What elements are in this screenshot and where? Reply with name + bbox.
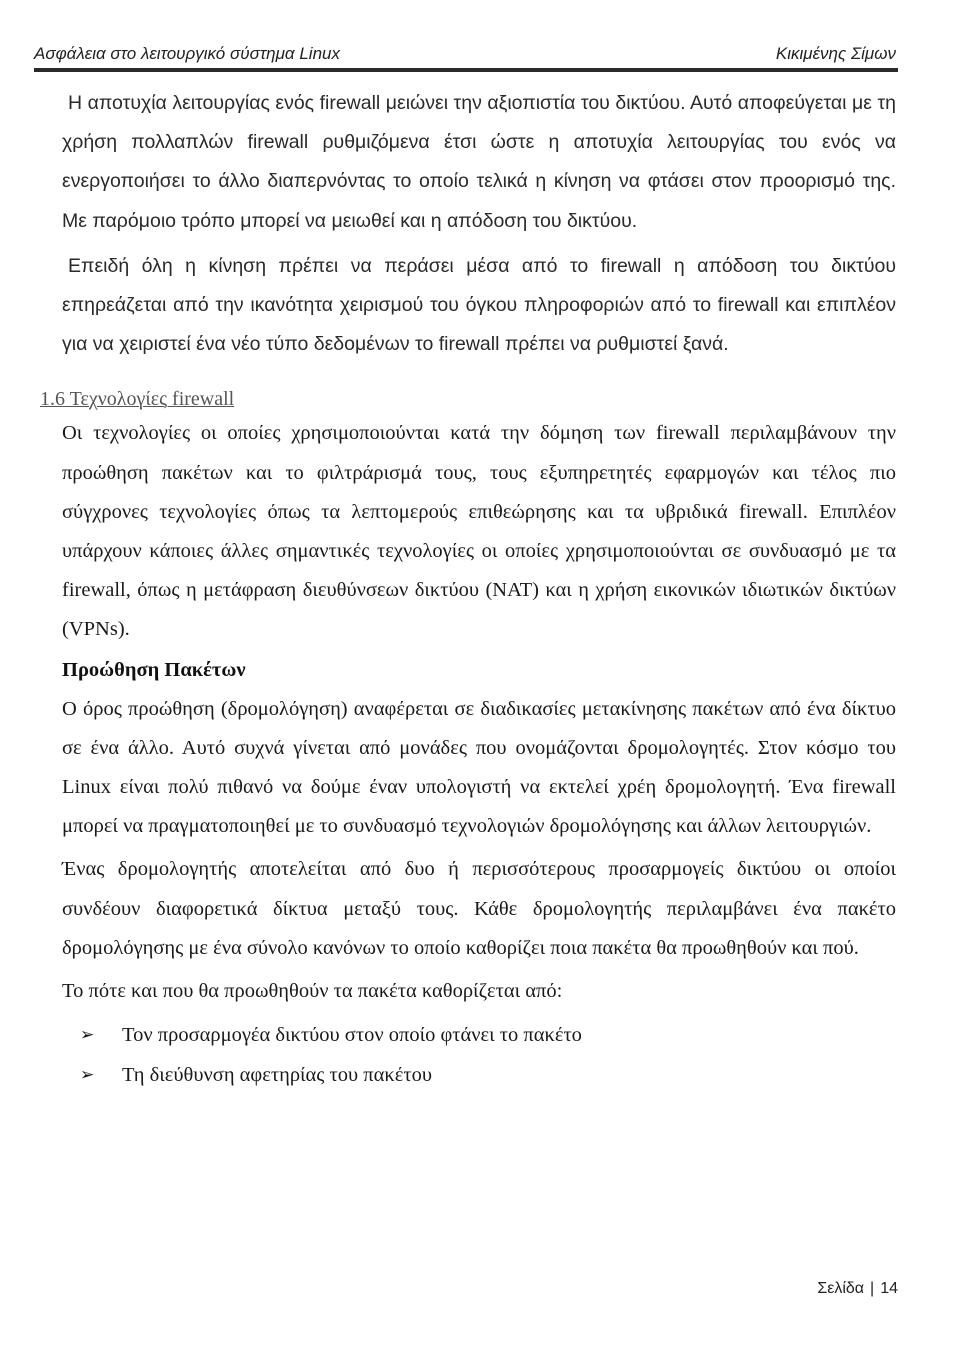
page-header [34, 40, 896, 68]
page-footer [817, 1280, 898, 1298]
header-author: Κικιμένης Σίμων [775, 44, 896, 63]
footer-page-number: 14 [880, 1280, 898, 1297]
list-item-text: Τη διεύθυνση αφετηρίας του πακέτου [122, 1064, 432, 1087]
paragraph-forwarding-definition: Ο όρος προώθηση (δρομολόγηση) αναφέρεται σε διαδικασίες μετακίνησης πακέτων από ένα δίκτυο σε ένα άλλο. Αυτό συχνά γίνεται από μονάδες που ονομάζονται δρομολογητές. Στον κόσμο του Linux είναι πολύ πιθανό να δούμε έναν υπολογιστή να εκτελεί χρέη δρομολογητή. Ένα firewall μπορεί να πραγματοποιηθεί με το συνδυασμό τεχνολογιών δρομολόγησης και άλλων λειτουργιών. [62, 697, 896, 838]
footer-separator: | [870, 1280, 875, 1297]
paragraph-firewall-technologies: Οι τεχνολογίες οι οποίες χρησιμοποιούνται κατά την δόμηση των firewall περιλαμβάνουν την προώθηση πακέτων και το φιλτράρισμά τους, τους εξυπηρετητές εφαρμογών και τέλος πιο σύγχρονες τεχνολογίες όπως τα λεπτομερούς επιθεώρησης και τα υβριδικά firewall. Επιπλέον υπάρχουν κάποιες άλλες σημαντικές τεχνολογίες οι οποίες χρησιμοποιούνται σε συνδυασμό με τα firewall, όπως η μετάφραση διευθύνσεων δικτύου (NAT) και η χρήση εικονικών ιδιωτικών δικτύων (VPNs). [62, 422, 896, 641]
criteria-list [62, 1015, 896, 1095]
page-body [40, 84, 896, 1095]
header-title: Ασφάλεια στο λειτουργικό σύστημα Linux [34, 44, 340, 63]
list-item [80, 1055, 896, 1095]
section-title: 1.6 Τεχνολογίες firewall [40, 388, 235, 411]
paragraph-firewall-performance: Επειδή όλη η κίνηση πρέπει να περάσει μέσα από το firewall η απόδοση του δικτύου επηρεάζεται από την ικανότητα χειρισμού του όγκου πληροφοριών από το firewall και επιπλέον για να χειριστεί ένα νέο τύπο δεδομένων το firewall πρέπει να ρυθμιστεί ξανά. [62, 254, 896, 356]
list-item [80, 1015, 896, 1055]
subheading-packet-forwarding: Προώθηση Πακέτων [62, 658, 246, 681]
list-item-text: Τον προσαρμογέα δικτύου στον οποίο φτάνει το πακέτο [122, 1024, 582, 1047]
paragraph-router-description: Ένας δρομολογητής αποτελείται από δυο ή περισσότερους προσαρμογείς δικτύου οι οποίοι συνδέουν διαφορετικά δίκτυα μεταξύ τους. Κάθε δρομολογητής περιλαμβάνει ένα πακέτο δρομολόγησης με ένα σύνολο κανόνων το οποίο καθορίζει ποια πακέτα θα προωθηθούν και πού. [62, 858, 896, 959]
paragraph-firewall-failure: Η αποτυχία λειτουργίας ενός firewall μειώνει την αξιοπιστία του δικτύου. Αυτό αποφεύγεται με τη χρήση πολλαπλών firewall ρυθμιζόμενα έτσι ώστε η αποτυχία λειτουργίας του ενός να ενεργοποιήσει το άλλο διαπερνόντας το οποίο τελικά η κίνηση να φτάσει στον προορισμό της. Με παρόμοιο τρόπο μπορεί να μειωθεί και η απόδοση του δικτύου. [62, 92, 896, 232]
paragraph-forwarding-criteria: Το πότε και που θα προωθηθούν τα πακέτα καθορίζεται από: [62, 980, 563, 1003]
footer-page-label: Σελίδα [817, 1280, 865, 1297]
header-rule [34, 68, 898, 72]
arrow-bullet-icon: ➢ [80, 1025, 95, 1046]
arrow-bullet-icon: ➢ [80, 1065, 95, 1086]
